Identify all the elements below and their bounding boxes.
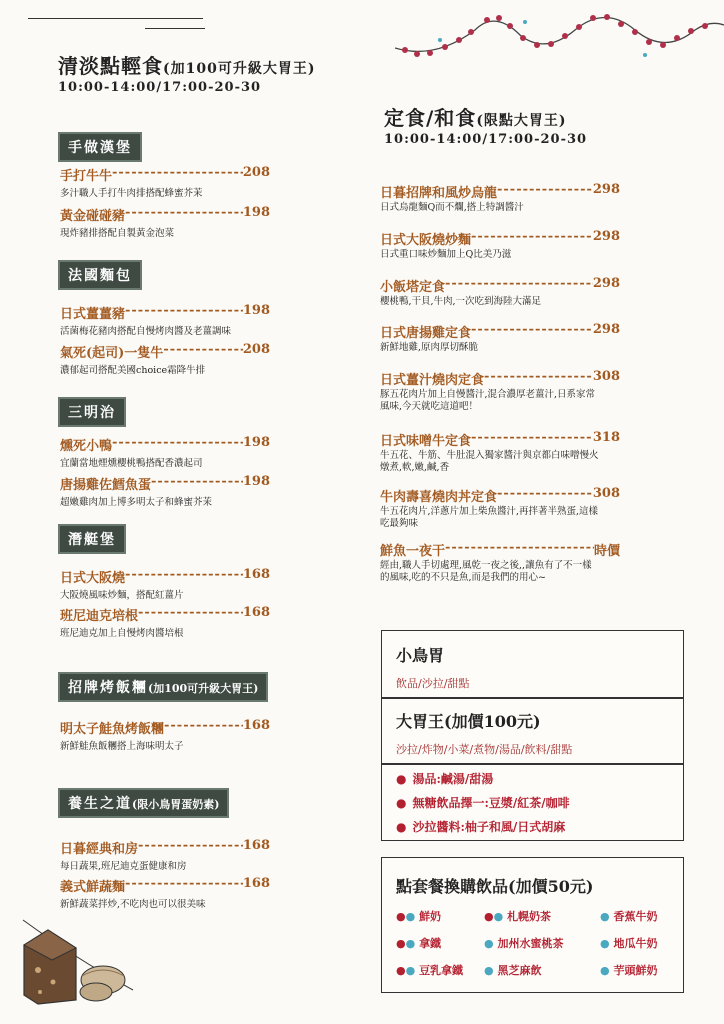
drink-item: ● 加州水蜜桃茶 <box>484 937 564 950</box>
set-meal-hours: 10:00-14:00/17:00-20-30 <box>384 132 588 147</box>
category-french-bread: 法國麵包 <box>58 260 142 290</box>
box-divider <box>382 697 683 699</box>
menu-item: 義式鮮蔬麵 ----- 168 新鮮蔬菜拌炒,不吃肉也可以很美味 <box>60 876 270 910</box>
set-menu-item: 鮮魚一夜干 ----- 時價 經由,職人手切處理,風乾一夜之後,,讓魚有了不一樣的風味,吃的不只是魚,而是我們的用心~ <box>380 540 620 584</box>
menu-item: 日式大阪燒 ----- 168 大阪燒風味炒麵，搭配紅薑片 <box>60 567 270 601</box>
small-portion-title: 小鳥胃 <box>396 646 445 665</box>
category-health: 養生之道(限小鳥胃蛋奶素) <box>58 788 229 818</box>
set-menu-item: 日式薑汁燒肉定食 ----- 308 豚五花肉片加上自慢醬汁,混合濃厚老薑汁,日系家常風味,今天就吃這道吧！ <box>380 369 620 413</box>
drink-item: ● 地瓜牛奶 <box>600 937 658 950</box>
portion-size-box <box>381 630 684 841</box>
category-sub: 潛艇堡 <box>58 524 126 554</box>
rule-item: ● 無糖飲品擇一:豆漿/紅茶/咖啡 <box>396 796 570 810</box>
rule-item: ● 湯品:鹹湯/甜湯 <box>396 772 494 786</box>
menu-item: 班尼迪克培根 ----- 168 班尼迪克加上自慢烤肉醬培根 <box>60 605 270 639</box>
drink-item: ●● 鮮奶 <box>396 910 442 923</box>
set-menu-item: 日式唐揚雞定食 ----- 298 新鮮地雞,原肉厚切酥脆 <box>380 322 620 354</box>
small-portion-desc: 飲品/沙拉/甜點 <box>396 677 470 690</box>
drink-item: ● 芋頭鮮奶 <box>600 964 658 977</box>
menu-item: 日式薑薑豬 ----- 198 活菌梅花豬肉搭配自慢烤肉醬及老薑調味 <box>60 303 270 337</box>
drink-item: ●● 拿鐵 <box>396 937 442 950</box>
menu-item: 唐揚雞佐鱈魚蛋 ----- 198 超嫩雞肉加上博多明太子和蜂蜜芥茉 <box>60 474 270 508</box>
category-burger: 手做漢堡 <box>58 132 142 162</box>
top-decor-line <box>28 18 203 19</box>
big-portion-title: 大胃王(加價100元) <box>396 712 541 731</box>
top-decor-line-2 <box>145 28 205 29</box>
menu-item: 燻死小鴨 ----- 198 宜蘭當地煙燻櫻桃鴨搭配香濃起司 <box>60 435 270 469</box>
menu-item: 手打牛牛 ----- 208 多汁職人手打牛肉排搭配蜂蜜芥茉 <box>60 165 270 199</box>
set-menu-item: 日式味噌牛定食 ----- 318 牛五花、牛筋、牛肚混入獨家醬汁與京都白味噌慢火燉煮,軟,嫩,鹹,香 <box>380 430 620 474</box>
box-divider <box>382 763 683 765</box>
light-meal-hours: 10:00-14:00/17:00-20-30 <box>58 80 262 95</box>
set-meal-title: 定食/和食(限點大胃王) <box>384 106 567 130</box>
rule-item: ● 沙拉醬料:柚子和風/日式胡麻 <box>396 820 566 834</box>
menu-item: 氣死(起司)一隻牛 ----- 208 濃郁起司搭配美國choice霜降牛排 <box>60 342 270 376</box>
set-menu-item: 小飯塔定食 ----- 298 櫻桃鴨,干貝,牛肉,一次吃到海陸大滿足 <box>380 276 620 308</box>
garland-decoration <box>395 0 724 70</box>
menu-item: 明太子鮭魚烤飯糰 ----- 168 新鮮鮭魚飯糰搭上海味明太子 <box>60 718 270 752</box>
category-sandwich: 三明治 <box>58 397 126 427</box>
menu-item: 日暮經典和房 ----- 168 每日蔬果,班尼迪克蛋健康和房 <box>60 838 270 872</box>
drink-item: ● 黑芝麻飲 <box>484 964 542 977</box>
light-meal-title: 清淡點輕食(加100可升級大胃王) <box>58 54 316 78</box>
set-menu-item: 日式大阪燒炒麵 ----- 298 日式重口味炒麵加上Q比美乃滋 <box>380 229 620 261</box>
rules-list <box>396 767 570 839</box>
category-rice-ball: 招牌烤飯糰(加100可升級大胃王) <box>58 672 268 702</box>
drink-item: ● 香蕉牛奶 <box>600 910 658 923</box>
drink-box-title: 點套餐換購飲品(加價50元) <box>396 877 594 896</box>
big-portion-desc: 沙拉/炸物/小菜/煮物/湯品/飲料/甜點 <box>396 743 573 756</box>
set-menu-item: 牛肉壽喜燒肉丼定食 ----- 308 牛五花肉片,洋蔥片加上柴魚醬汁,再拌著半熟蛋,這樣吃最夠味 <box>380 486 620 530</box>
set-menu-item: 日暮招牌和風炒烏龍 ----- 298 日式烏龍麵Q而不爛,搭上特調醬汁 <box>380 182 620 214</box>
bread-illustration <box>18 900 138 1010</box>
drink-item: ●● 豆乳拿鐵 <box>396 964 464 977</box>
menu-item: 黃金碰碰豬 ----- 198 現炸豬排搭配自製黃金泡菜 <box>60 205 270 239</box>
drink-item: ●● 札幌奶茶 <box>484 910 552 923</box>
